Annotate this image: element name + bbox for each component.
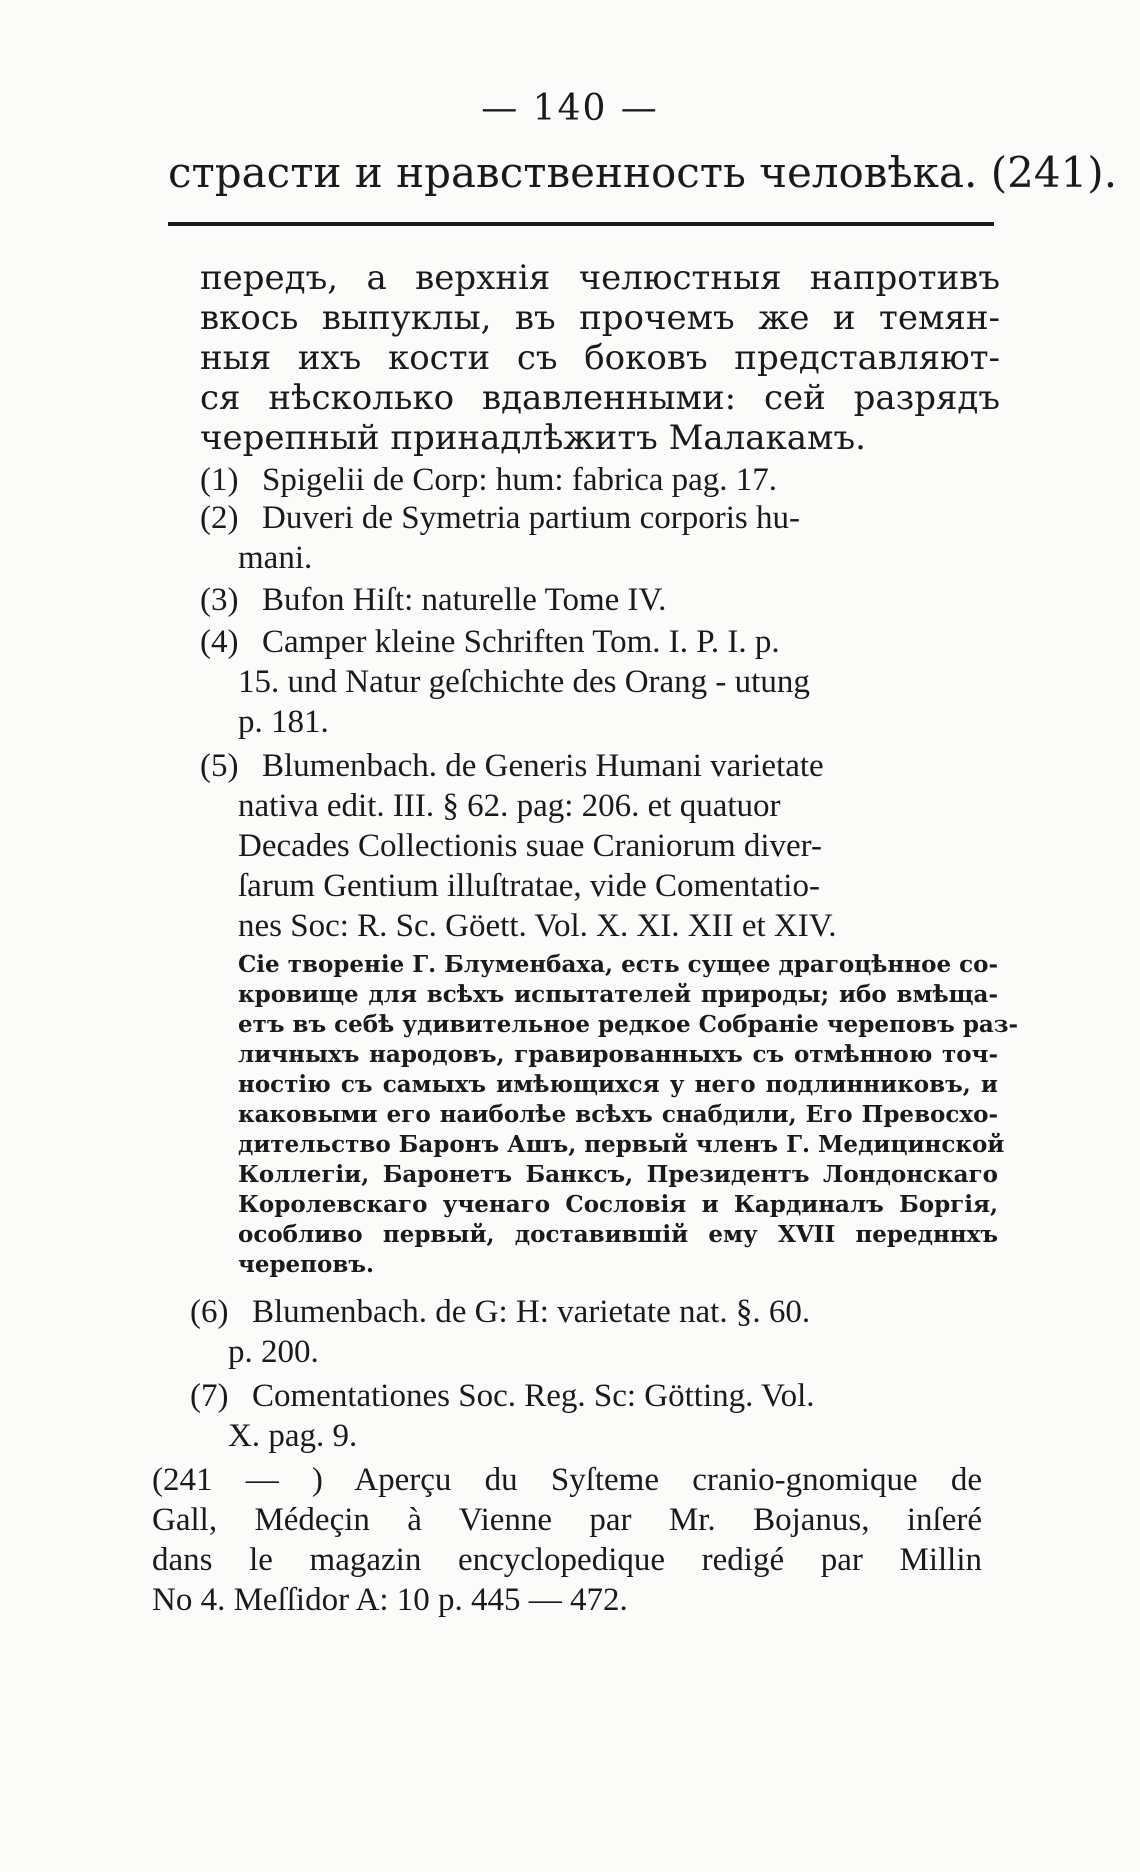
footnote-text: Camper kleine Schriften Tom. I. P. I. p. [262, 624, 780, 660]
commentary-line: Королевскаго ученаго Сословія и Кардиналъ Боргія, [238, 1191, 998, 1218]
footnote-4 [200, 622, 780, 662]
commentary-line: особливо первый, доставившій ему XVII передннхъ [238, 1221, 998, 1248]
footnote-2-continuation: mani. [238, 540, 313, 576]
body-line: черепный принадлѣжитъ Малакамъ. [200, 418, 866, 458]
footnote-number: (6) [190, 1294, 229, 1330]
footnote-7-continuation: X. pag. 9. [228, 1418, 358, 1454]
footnote-6 [190, 1292, 810, 1332]
footnote-5-continuation: nativa edit. III. § 62. pag: 206. et quatuor [238, 788, 781, 824]
footnote-text: Bufon Hiſt: naturelle Tome IV. [262, 582, 667, 618]
body-line: передъ, а верхнія челюстныя напротивъ [200, 258, 1000, 298]
footnote-number: (3) [200, 582, 239, 618]
footnote-4-continuation: 15. und Natur geſchichte des Orang - utung [238, 664, 810, 700]
footnote-text: Comentationes Soc. Reg. Sc: Götting. Vol. [252, 1378, 815, 1414]
footnote-number: (5) [200, 748, 239, 784]
footnote-1 [200, 460, 777, 500]
footnote-2 [200, 498, 800, 538]
footnote-number: (7) [190, 1378, 229, 1414]
footnote-5-continuation: nes Soc: R. Sc. Göett. Vol. X. XI. XII et XIV. [238, 908, 837, 944]
body-line: ся нѣсколько вдавленными: сей разрядъ [200, 378, 1000, 418]
footnote-241-continuation: Gall, Médeçin à Vienne par Mr. Bojanus, inſeré [152, 1502, 982, 1538]
footnote-number: (4) [200, 624, 239, 660]
commentary-line: личныхъ народовъ, гравированныхъ съ отмѣнною точ- [238, 1041, 998, 1068]
footnote-241: (241 — ) Aperçu du Syſteme cranio-gnomique de [152, 1462, 982, 1498]
page-number: — 140 — [481, 88, 659, 129]
footnote-text: Duveri de Symetria partium corporis hu- [262, 500, 800, 536]
commentary-line: каковыми его наиболѣе всѣхъ снабдили, Его Превосхо- [238, 1101, 998, 1128]
footnote-5-continuation: ſarum Gentium illuſtratae, vide Comentatio- [238, 868, 820, 904]
footnote-241-continuation: No 4. Meſſidor A: 10 p. 445 — 472. [152, 1582, 628, 1618]
footnote-number: (2) [200, 500, 239, 536]
footnote-5 [200, 746, 824, 786]
body-line: ныя ихъ кости съ боковъ представляют- [200, 338, 1000, 378]
footnote-7 [190, 1376, 815, 1416]
body-line: вкось выпуклы, въ прочемъ же и темян- [200, 298, 1000, 338]
footnote-text: Spigelii de Corp: hum: fabrica pag. 17. [262, 462, 778, 498]
commentary-line: череповъ. [238, 1251, 374, 1278]
running-head: страсти и нравственность человѣка. (241). [168, 148, 1118, 197]
commentary-line: кровище для всѣхъ испытателей природы; ибо вмѣща- [238, 981, 998, 1008]
footnote-6-continuation: p. 200. [228, 1334, 319, 1370]
commentary-line: Коллегіи, Баронетъ Банксъ, Президентъ Лондонскаго [238, 1161, 998, 1188]
commentary-line: ностію съ самыхъ имѣющихся у него подлинниковъ, и [238, 1071, 998, 1098]
footnote-text: Blumenbach. de Generis Humani varietate [262, 748, 824, 784]
footnote-text: Blumenbach. de G: H: varietate nat. §. 60. [252, 1294, 811, 1330]
header-rule [168, 222, 994, 226]
footnote-4-continuation: p. 181. [238, 704, 329, 740]
footnote-5-continuation: Decades Collectionis suae Craniorum diver- [238, 828, 822, 864]
commentary-line: дительство Баронъ Ашъ, первый членъ Г. Медицинской [238, 1131, 1005, 1158]
commentary-line: етъ въ себѣ удивительное редкое Собраніе череповъ раз- [238, 1011, 1019, 1038]
commentary-line: Сіе твореніе Г. Блуменбаха, есть сущее драгоцѣнное со- [238, 951, 998, 978]
footnote-3 [200, 580, 666, 620]
footnote-241-continuation: dans le magazin encyclopedique redigé par Millin [152, 1542, 982, 1578]
footnote-number: (1) [200, 462, 239, 498]
